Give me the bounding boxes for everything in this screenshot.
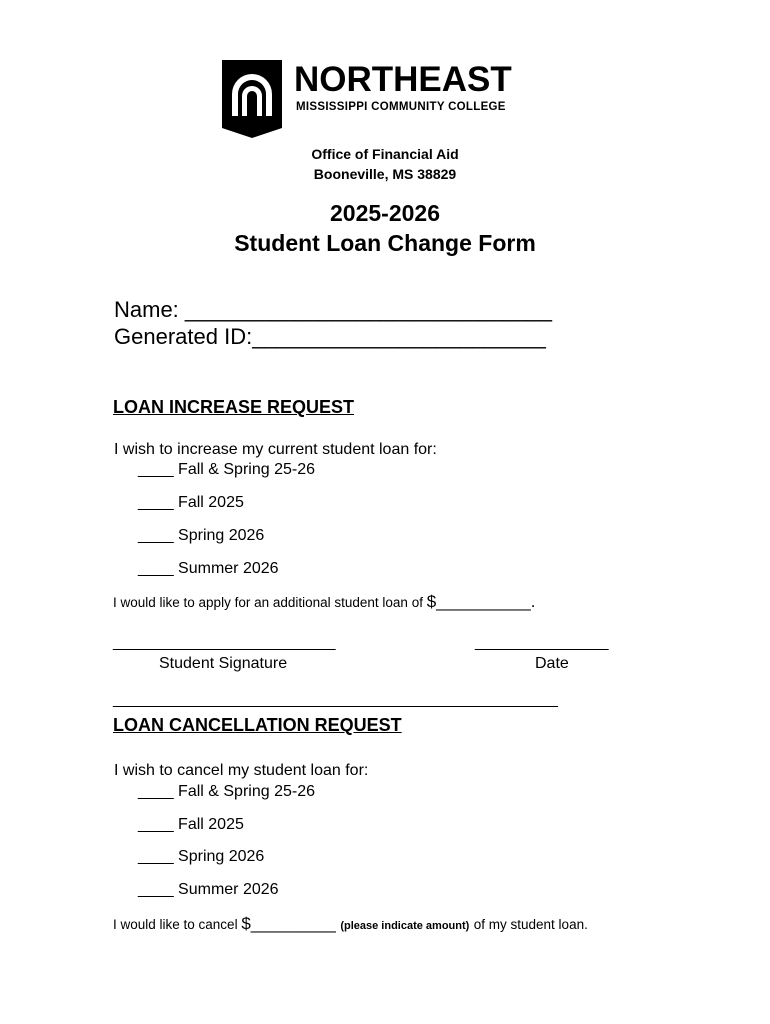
section-divider: __________________________________________________ (113, 691, 558, 708)
increase-option-fall-spring[interactable]: ____ Fall & Spring 25-26 (138, 461, 315, 478)
additional-loan-amount-field[interactable]: $__________. (426, 592, 536, 611)
form-title: Student Loan Change Form (234, 230, 536, 256)
signature-label: Student Signature (159, 655, 288, 672)
signature-line[interactable]: _________________________ (113, 634, 336, 651)
cancel-option-spring[interactable]: ____ Spring 2026 (138, 848, 265, 865)
generated-id-field[interactable]: Generated ID:________________________ (114, 324, 546, 349)
additional-loan-line (113, 592, 535, 612)
date-label: Date (535, 655, 569, 672)
increase-option-spring[interactable]: ____ Spring 2026 (138, 527, 265, 544)
cancel-end: of my student loan. (473, 917, 588, 932)
college-logo (220, 58, 560, 140)
cancel-option-fall[interactable]: ____ Fall 2025 (138, 816, 244, 833)
logo-wordmark: NORTHEAST (294, 60, 512, 99)
logo-subtitle: MISSISSIPPI COMMUNITY COLLEGE (296, 101, 506, 113)
increase-option-summer[interactable]: ____ Summer 2026 (138, 560, 279, 577)
office-name: Office of Financial Aid (311, 146, 459, 162)
cancel-intro: I wish to cancel my student loan for: (114, 762, 369, 779)
increase-intro: I wish to increase my current student loan for: (114, 441, 437, 458)
cancel-amount-field[interactable]: $_________ (241, 914, 336, 933)
cancel-text: I would like to cancel (113, 917, 242, 932)
cancel-heading: LOAN CANCELLATION REQUEST (113, 715, 402, 735)
office-address: Booneville, MS 38829 (313, 166, 457, 182)
shield-logo-icon (220, 58, 284, 140)
cancel-amount-line (113, 914, 588, 934)
increase-heading: LOAN INCREASE REQUEST (113, 397, 355, 417)
increase-option-fall[interactable]: ____ Fall 2025 (138, 494, 244, 511)
form-year: 2025-2026 (330, 200, 440, 226)
cancel-note: (please indicate amount) (340, 920, 470, 932)
date-line[interactable]: _______________ (475, 634, 609, 651)
cancel-option-summer[interactable]: ____ Summer 2026 (138, 881, 279, 898)
name-field[interactable]: Name: ______________________________ (114, 297, 552, 322)
additional-loan-text: I would like to apply for an additional student loan of (113, 595, 427, 610)
cancel-option-fall-spring[interactable]: ____ Fall & Spring 25-26 (138, 783, 315, 800)
